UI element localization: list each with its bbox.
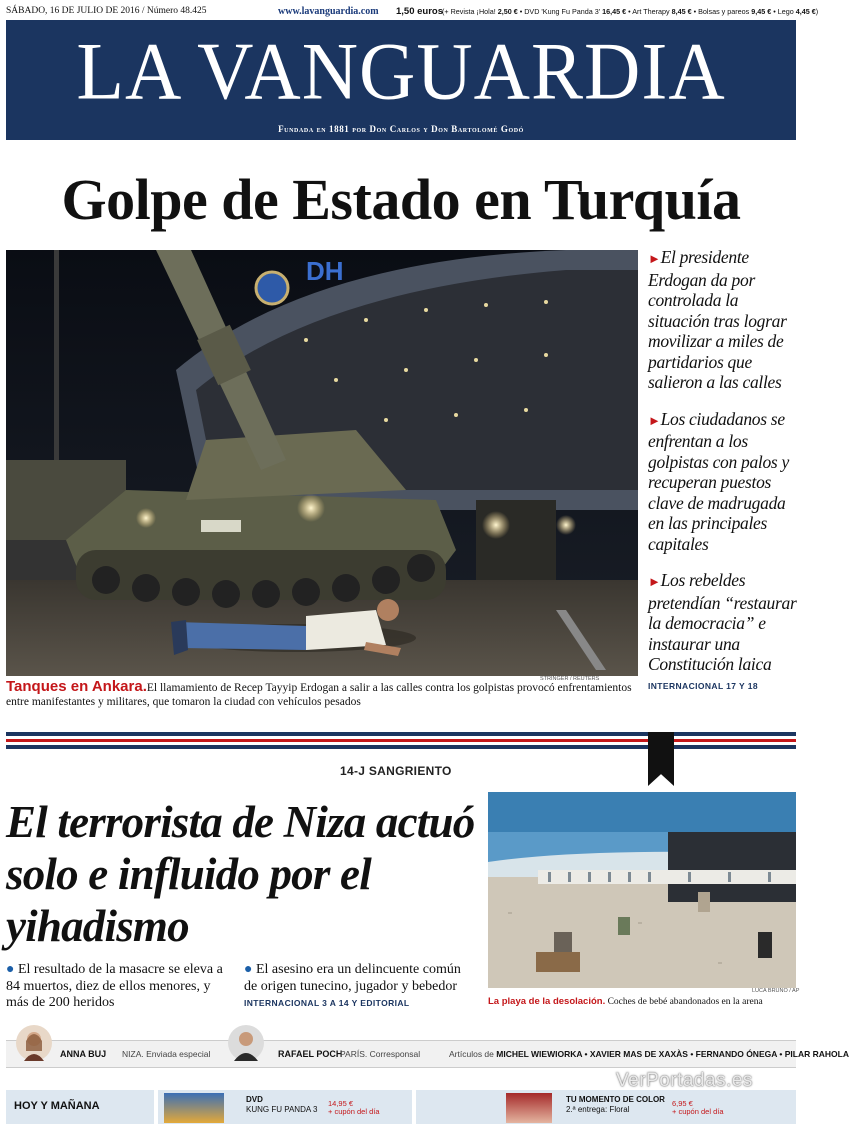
today-tomorrow-label: HOY Y MAÑANA — [6, 1090, 154, 1124]
newspaper-logo: LA VANGUARDIA — [76, 24, 726, 117]
masthead-tagline: Fundada en 1881 por Don Carlos y Don Bartolomé Godó — [278, 124, 524, 134]
arrow-icon: ► — [648, 574, 661, 589]
side-point-2: ►Los ciudadanos se enfrentan a los golpistas con palos y recuperan puestos clave de madrugada en las principales capitales — [648, 408, 789, 554]
promo-dvd[interactable]: DVD KUNG FU PANDA 3 14,95 € + cupón del día — [158, 1090, 412, 1124]
lead-photo-tank[interactable] — [6, 250, 638, 676]
articles-by: Artículos de MICHEL WIEWIORKA • XAVIER MAS DE XAXÀS • FERNANDO ÓNEGA • PILAR RAHOLA — [449, 1049, 849, 1059]
building-sign: DH — [306, 256, 344, 286]
article-authors[interactable]: MICHEL WIEWIORKA • XAVIER MAS DE XAXÀS • FERNANDO ÓNEGA • PILAR RAHOLA — [496, 1049, 849, 1059]
section-divider — [6, 732, 796, 750]
lead-photo-credit: STRINGER / REUTERS — [540, 676, 600, 682]
lead-section-ref[interactable]: INTERNACIONAL 17 Y 18 — [648, 680, 758, 691]
second-story-bullets — [6, 962, 476, 1012]
supplements-list: (+ Revista ¡Hola! 2,50 € • DVD 'Kung Fu Panda 3' 16,45 € • Art Therapy 8,45 € • Bolsas y pareos 9,45 € • Lego 4,45 €) — [442, 6, 819, 16]
beach-photo-credit: LUCA BRUNO / AP — [752, 988, 800, 994]
dvd-thumbnail — [164, 1093, 224, 1123]
lead-side-summary — [648, 247, 800, 691]
authors-strip — [6, 1040, 849, 1068]
avatar-anna-buj — [16, 1025, 52, 1061]
masthead — [6, 20, 796, 140]
lead-headline[interactable]: Golpe de Estado en Turquía — [61, 167, 741, 232]
site-watermark: VerPortadas.es — [616, 1070, 753, 1091]
caption-lead: Tanques en Ankara. — [6, 678, 147, 695]
beach-photo[interactable] — [488, 792, 796, 988]
story-tag: 14-J SANGRIENTO — [340, 764, 452, 778]
arrow-icon: ► — [648, 412, 661, 428]
bullet-icon: ● — [6, 962, 15, 977]
second-section-ref[interactable]: INTERNACIONAL 3 A 14 Y EDITORIAL — [244, 998, 410, 1008]
author-role-1: NIZA. Enviada especial — [122, 1049, 211, 1059]
promo-coloring[interactable]: TU MOMENTO DE COLOR 2.ª entrega: Floral 6,95 € + cupón del día — [416, 1090, 796, 1124]
author-name-1[interactable]: ANNA BUJ — [60, 1049, 107, 1059]
issue-date: SÁBADO, 16 DE JULIO DE 2016 / Número 48.425 — [6, 6, 207, 16]
promotions-footer — [6, 1090, 796, 1124]
caption2-lead: La playa de la desolación. — [488, 996, 606, 1007]
bullet-icon: ● — [244, 962, 253, 977]
avatar-rafael-poch — [228, 1025, 264, 1061]
mourning-ribbon-icon — [648, 732, 674, 786]
author-name-2[interactable]: RAFAEL POCH — [278, 1049, 343, 1059]
bullet-1: ● El resultado de la masacre se eleva a 84 muertos, diez de ellos menores, y más de 200 heridos — [6, 962, 223, 1010]
website-link[interactable]: www.lavanguardia.com — [278, 5, 379, 17]
lead-photo-caption: Tanques en Ankara.El llamamiento de Recep Tayyip Erdogan a salir a las calles contra los golpistas provocó enfrentamientos entre manifestantes y militares, que tomaron la ciudad con vehículos pesados — [6, 678, 632, 708]
author-role-2: PARÍS. Corresponsal — [340, 1049, 421, 1059]
beach-photo-caption: La playa de la desolación. Coches de bebé abandonados en la arena — [488, 996, 763, 1007]
second-headline[interactable]: El terrorista de Niza actuó solo e influido por el yihadismo — [6, 797, 475, 951]
beach-illustration — [488, 792, 796, 988]
tank-illustration — [6, 250, 638, 676]
cover-price: 1,50 euros — [396, 5, 443, 17]
bullet-2: ● El asesino era un delincuente común de origen tunecino, jugador y bebedor INTERNACIONAL 3 A 14 Y EDITORIAL — [244, 962, 461, 1008]
side-point-1: ►El presidente Erdogan da por controlada la situación tras lograr movilizar a miles de partidarios que salieron a las calles — [648, 247, 787, 392]
coloring-thumbnail — [506, 1093, 552, 1123]
side-point-3: ►Los rebeldes pretendían “restaurar la democracia” e instaurar una Constitución laica — [648, 570, 797, 674]
arrow-icon: ► — [648, 251, 661, 266]
